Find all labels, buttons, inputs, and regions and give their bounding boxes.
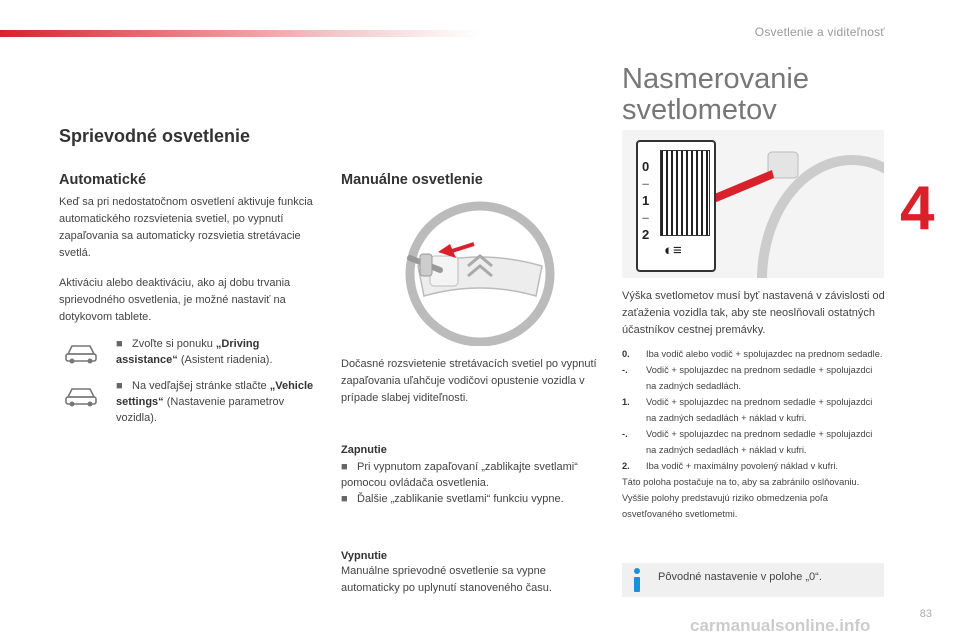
on-item-1-text: Pri vypnutom zapaľovaní „zablikajte svetlami“ pomocou ovládača osvetlenia. <box>341 461 578 489</box>
heading-on: Zapnutie <box>341 444 387 456</box>
info-icon <box>630 567 644 593</box>
level-key: 1. <box>622 397 630 407</box>
level-key: 2. <box>622 461 630 471</box>
level-text: Vodič + spolujazdec na prednom sedadle + spolujazdci na zadných sedadlách + náklad v kufri. <box>646 429 873 455</box>
paragraph-automatic: Keď sa pri nedostatočnom osvetlení aktivuje funkcia automatického rozsvietenia svetiel, po vypnutí zapaľovania sa automaticky rozsvietia stretávacie svetlá. <box>59 196 313 259</box>
level-key: 0. <box>622 349 630 359</box>
adjuster-thumbwheel[interactable] <box>660 150 710 236</box>
step1-text: Zvoľte si ponuku <box>132 338 216 350</box>
header-accent-bar <box>0 30 480 37</box>
chapter-number: 4 <box>900 174 935 243</box>
bullet-mark: ■ <box>341 493 348 505</box>
heading-automatic: Automatické <box>59 172 147 188</box>
level-key: -. <box>622 429 628 439</box>
bullet-mark: ■ <box>341 461 348 473</box>
page-title-right: Nasmerovanie svetlometov <box>622 63 809 126</box>
car-settings-icon <box>64 340 98 366</box>
note-higher-positions: Vyššie polohy predstavujú riziko obmedzenia poľa osvetľovaného svetlometmi. <box>622 493 828 519</box>
step1-suffix: (Asistent riadenia). <box>177 354 273 366</box>
headlamp-levels-list <box>622 346 884 522</box>
info-text: Pôvodné nastavenie v polohe „0“. <box>658 571 822 583</box>
paragraph-activation: Aktiváciu alebo deaktiváciu, ako aj dobu trvania sprievodného osvetlenia, je možné nastaviť na dotykovom tablete. <box>59 277 291 323</box>
step-driving-assistance <box>116 336 316 368</box>
level-item-1 <box>622 394 884 426</box>
scale-label-2: 2 <box>642 227 650 242</box>
info-box <box>622 563 884 597</box>
watermark: carmanualsonline.info <box>690 616 871 635</box>
level-item-2 <box>622 458 884 474</box>
step2-suffix: (Nastavenie parametrov vozidla). <box>116 396 285 424</box>
car-settings-icon <box>64 383 98 409</box>
level-item-dash-1 <box>622 362 884 394</box>
bullet-mark: ■ <box>116 338 123 350</box>
level-text: Vodič + spolujazdec na prednom sedadle + spolujazdci na zadných sedadlách + náklad v kufri. <box>646 397 873 423</box>
paragraph-off: Manuálne sprievodné osvetlenie sa vypne automaticky po uplynutí stanoveného času. <box>341 565 552 594</box>
bullet-mark: ■ <box>116 380 123 392</box>
paragraph-headlamp-intro: Výška svetlometov musí byť nastavená v závislosti od zaťaženia vozidla tak, aby ste neoslňovali ostatných účastníkov cestnej premávky. <box>622 290 885 336</box>
steering-wheel-illustration <box>360 196 560 346</box>
level-item-0 <box>622 346 884 362</box>
heading-off: Vypnutie <box>341 550 388 562</box>
level-text: Iba vodič + maximálny povolený náklad v kufri. <box>646 461 838 471</box>
step2-bold: „Vehicle settings“ <box>116 380 314 408</box>
step-vehicle-settings <box>116 378 316 426</box>
step1-bold: „Driving assistance“ <box>116 338 260 366</box>
scale-label-1: 1 <box>642 193 650 208</box>
headlamp-adjuster-illustration <box>622 130 884 278</box>
level-key: -. <box>622 365 628 375</box>
on-item-2 <box>341 491 601 507</box>
step2-text: Na vedľajšej stránke stlačte <box>132 380 270 392</box>
page-number: 83 <box>919 608 932 620</box>
paragraph-manual: Dočasné rozsvietenie stretávacích svetiel po vypnutí zapaľovania uľahčuje vodičovi opustenie vozidla v prípade slabej viditeľnosti. <box>341 358 597 404</box>
heading-manual: Manuálne osvetlenie <box>341 172 483 188</box>
adjuster-scale <box>642 158 649 243</box>
scale-dash: – <box>642 176 650 191</box>
on-item-1 <box>341 459 601 491</box>
scale-label-0: 0 <box>642 159 650 174</box>
level-item-dash-2 <box>622 426 884 458</box>
page-title-left: Sprievodné osvetlenie <box>59 126 251 146</box>
scale-dash: – <box>642 210 650 225</box>
level-text: Iba vodič alebo vodič + spolujazdec na prednom sedadle. <box>646 349 883 359</box>
headlamp-range-icon: ◐≡ <box>664 242 682 259</box>
on-item-2-text: Ďalšie „zablikanie svetlami“ funkciu vypne. <box>357 493 564 505</box>
adjuster-panel <box>636 140 716 272</box>
note-glare: Táto poloha postačuje na to, aby sa zabránilo oslňovaniu. <box>622 477 860 487</box>
level-text: Vodič + spolujazdec na prednom sedadle + spolujazdci na zadných sedadlách. <box>646 365 873 391</box>
section-title: Osvetlenie a viditeľnosť <box>754 25 885 39</box>
